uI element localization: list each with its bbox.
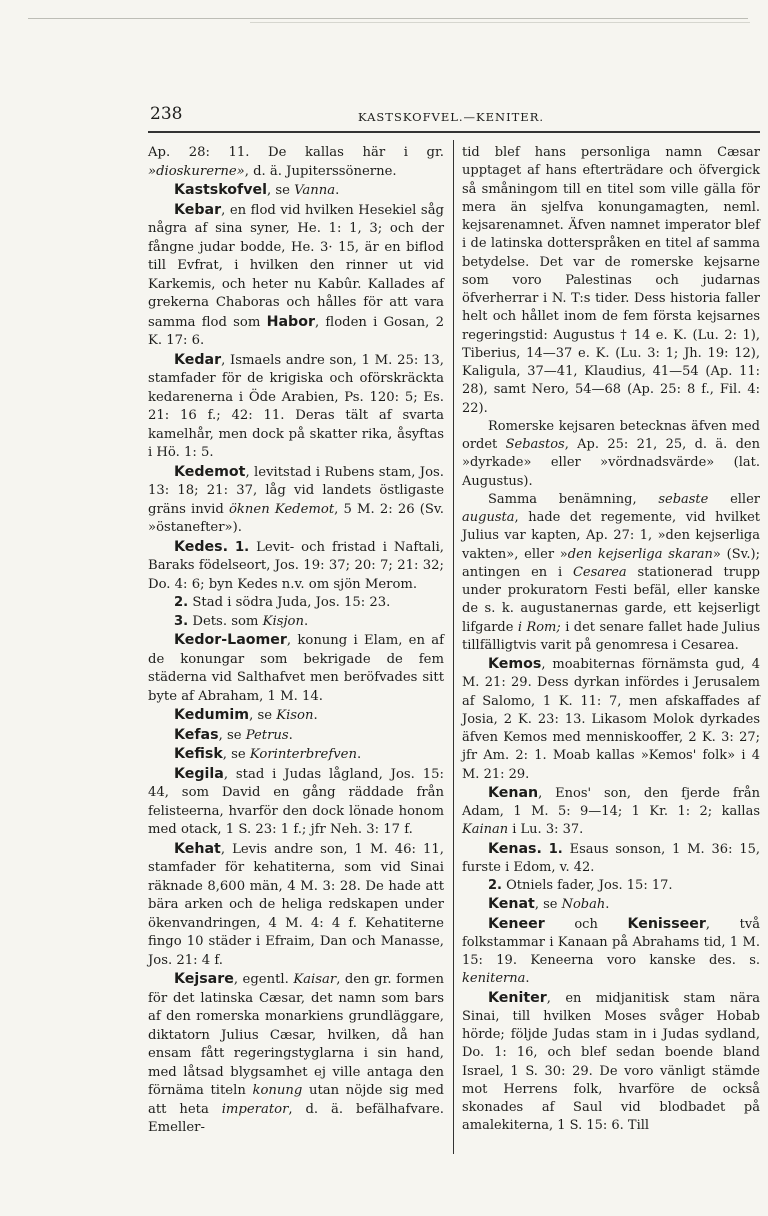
entry-kejsare: Kejsare, egentl. Kaisar, den gr. formen för det latinska Cæsar, det namn som bars af den romerska monarkiens grundläggare, diktatorn Julius Cæsar, hvilken, då han ensam fått regeringstyglarna i sin hand, med låtsad blygsamhet ej ville antaga den förnäma titeln konung utan nöjde sig med att heta imperator, d. ä. befälhafvare. Emeller- xyxy=(148,971,444,1135)
entry-kegila: Kegila, stad i Judas lågland, Jos. 15: 44, som David en gång räddade från felisteerna, hvarför den dock lönade honom med otack, 1 S. 23: 1 f.; jfr Neh. 3: 17 f. xyxy=(148,765,444,837)
headword: Kedor-Laomer xyxy=(174,632,287,648)
entry-kedes-2: 2. Stad i södra Juda, Jos. 15: 23. xyxy=(174,595,391,610)
headword: Kefas xyxy=(174,726,219,743)
headword: Kenas. xyxy=(488,840,542,857)
entry-kedemot: Kedemot, levitstad i Rubens stam, Jos. 13: 18; 21: 37, låg vid landets östligaste gräns invid öknen Kedemot, 5 M. 2: 26 (Sv. »östanefter»). xyxy=(148,463,444,535)
headword: Kenisseer xyxy=(627,915,706,932)
entry-paragraph: Romerske kejsaren betecknas äfven med ordet Sebastos, Ap. 25: 21, 25, d. ä. den »dyrkade» eller »vördnadsvärde» (lat. Augustus). xyxy=(462,418,760,489)
headword: Kejsare xyxy=(174,971,234,987)
entry-kefisk: Kefisk, se Korinterbrefven. xyxy=(174,746,362,762)
headword: Kenan xyxy=(488,784,539,801)
left-column xyxy=(148,144,444,1138)
entry-kedar: Kedar, Ismaels andre son, 1 M. 25: 13, stamfader för de krigiska och oförskräckta kedarenerna i Öde Arabien, Ps. 120: 5; Es. 21: 16 f.; 42: 11. Deras tält af svarta kamelhår, men dock på skatter rika, åsyftas i Hö. 1: 5. xyxy=(148,351,444,460)
entry-continuation: tid blef hans personliga namn Cæsar upptaget af hans efterträdare och öfvergick så småningom till en titel som ville gälla för mera än sjelfva konungamagten, neml. kejsarenamnet. Äfven namnet imperator blef i de latinska dotterspråken en titel af samma betydelse. Det var de romerske kejsarne som voro Palestinas och judarnas öfverherrar i N. T:s tider. Dess historia faller helt och hållet inom de fem första kejsarnes regeringstid: Augustus † 14 e. K. (Lu. 2: 1), Tiberius, 14—37 e. K. (Lu. 3: 1; Jh. 19: 12), Kaligula, 37—41, Klaudius, 41—54 (Ap. 11: 28), samt Nero, 54—68 (Ap. 25: 8 f., Fil. 4: 22). xyxy=(462,145,760,416)
top-edge-line-secondary xyxy=(250,22,750,23)
headword: Kefisk xyxy=(174,746,223,762)
running-head: KASTSKOFVEL.—KENITER. xyxy=(358,110,545,124)
right-column xyxy=(462,144,760,1136)
headword: Kemos xyxy=(488,656,542,672)
header-rule xyxy=(148,131,760,133)
entry-kehat: Kehat, Levis andre son, 1 M. 46: 11, stamfader för kehatiterna, som vid Sinai räknade 8,600 män, 4 M. 3: 28. De hade att bära arken och de heliga redskapen under ökenvandringen, 4 M. 4: 4 f. Kehatiterne fingo 10 städer i Efraim, Dan och Manasse, Jos. 21: 4 f. xyxy=(148,840,444,968)
entry-kedes: Kedes. 1. Levit- och fristad i Naftali, Baraks födelseort, Jos. 19: 37; 20: 7; 21: 32; Do. 4: 6; byn Kedes n.v. om sjön Merom. xyxy=(148,538,444,592)
entry-keneer: Keneer och Kenisseer, två folkstammar i Kanaan på Abrahams tid, 1 M. 15: 19. Keneerna voro kanske des. s. keniterna. xyxy=(462,915,760,987)
headword: Kenat xyxy=(488,896,535,913)
headword: Keneer xyxy=(488,915,545,932)
entry-kebar: Kebar, en flod vid hvilken Hesekiel såg några af sina syner, He. 1: 1, 3; och der fångne judar bodde, He. 3· 15, är en biflod till Evfrat, i hvilken den rinner ut vid Karkemis, och heter nu Kabûr. Kallades af grekerna Chaboras och hålles för att vara samma flod som Habor, floden i Gosan, 2 K. 17: 6. xyxy=(148,201,444,348)
headword: Kehat xyxy=(174,840,221,857)
headword: Habor xyxy=(266,313,315,330)
headword: Keniter xyxy=(488,989,547,1006)
entry-kenas: Kenas. 1. Esaus sonson, 1 M. 36: 15, furste i Edom, v. 42. xyxy=(462,840,760,875)
top-edge-line xyxy=(28,18,748,19)
entry-continuation: Ap. 28: 11. De kallas här i gr. »dioskurerne», d. ä. Jupiterssönerne. xyxy=(148,145,444,179)
entry-kefas: Kefas, se Petrus. xyxy=(174,726,293,743)
headword: Kegila xyxy=(174,765,224,782)
page-header xyxy=(148,104,768,126)
page-number: 238 xyxy=(150,104,183,124)
entry-paragraph: Samma benämning, sebaste eller augusta, hade det regemente, vid hvilket Julius var kapten, Ap. 27: 1, »den kejserliga vakten», eller »den kejserliga skaran» (Sv.); antingen en i Cesarea stationerad trupp under prokuratorn Festi befäl, eller kanske de s. k. augustanernas garde, ett kejserligt lifgarde i Rom; i det senare fallet hade Julius tillfälligtvis varit på genomresa i Cesarea. xyxy=(462,491,760,653)
column-divider xyxy=(453,140,454,1154)
entry-kedes-3: 3. Dets. som Kisjon. xyxy=(174,613,309,629)
headword: Kastskofvel xyxy=(174,182,267,198)
entry-kastskofvel: Kastskofvel, se Vanna. xyxy=(174,182,340,198)
entry-kenas-2: 2. Otniels fader, Jos. 15: 17. xyxy=(488,878,673,893)
entry-kenan: Kenan, Enos' son, den fjerde från Adam, 1 M. 5: 9—14; 1 Kr. 1: 2; kallas Kainan i Lu. 3: 37. xyxy=(462,784,760,838)
entry-kedumim: Kedumim, se Kison. xyxy=(174,707,318,723)
headword: Kedemot xyxy=(174,463,246,480)
headword: Kedes. xyxy=(174,538,228,555)
entry-keniter: Keniter, en midjanitisk stam nära Sinai, till hvilken Moses svåger Hobab hörde; följde Judas stam in i Judas sydland, Do. 1: 16, och blef sedan boende bland Israel, 1 S. 30: 29. De voro vänligt stämde mot Herrens folk, hvarföre de också skonades af Saul vid blodbadet på amalekiterna, 1 S. 15: 6. Till xyxy=(462,989,760,1134)
entry-kedor-laomer: Kedor-Laomer, konung i Elam, en af de konungar som bekrigade de fem städerna vid Salthafvet men beröfvades sitt byte af Abraham, 1 M. 14. xyxy=(148,632,444,704)
entry-kenat: Kenat, se Nobah. xyxy=(488,896,610,913)
entry-kemos: Kemos, moabiternas förnämsta gud, 4 M. 21: 29. Dess dyrkan infördes i Jerusalem af Salomo, 1 K. 11: 7, men afskaffades af Josia, 2 K. 23: 13. Likasom Molok dyrkades äfven Kemos med menniskooffer, 2 K. 3: 27; jfr Am. 2: 1. Moab kallas »Kemos' folk» i 4 M. 21: 29. xyxy=(462,656,760,782)
headword: Kedumim xyxy=(174,707,250,723)
headword: Kebar xyxy=(174,201,222,218)
headword: Kedar xyxy=(174,351,222,368)
